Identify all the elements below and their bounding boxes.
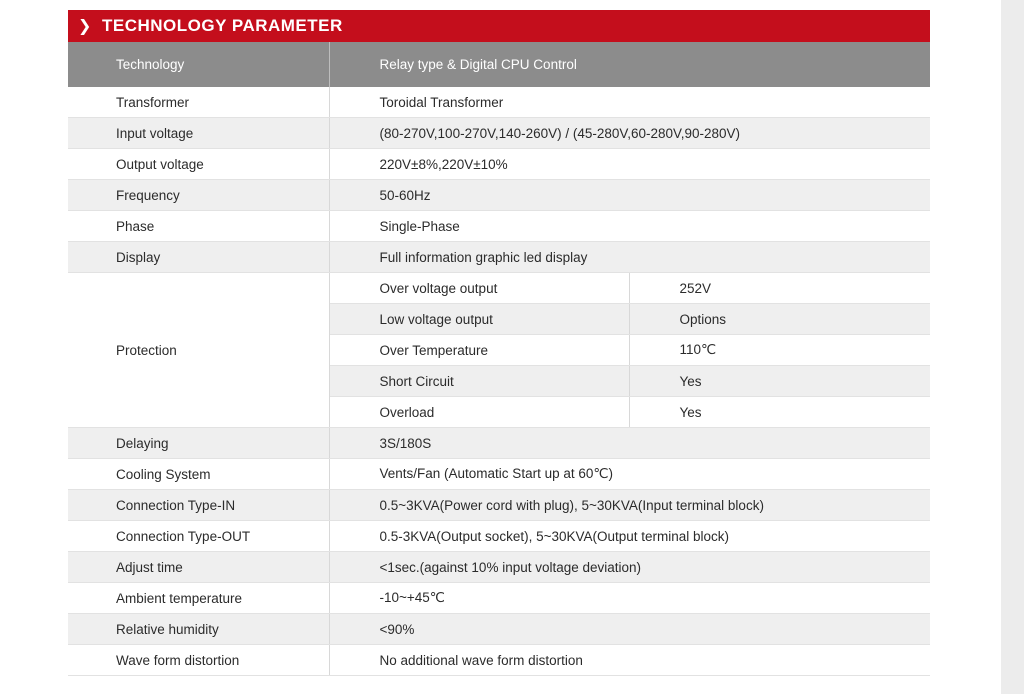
protection-item-value: Options — [629, 304, 930, 335]
row-key: Phase — [68, 211, 329, 242]
row-key: Transformer — [68, 87, 329, 118]
row-value: Single-Phase — [329, 211, 930, 242]
table-row — [68, 87, 930, 118]
row-value: Full information graphic led display — [329, 242, 930, 273]
row-value: (80-270V,100-270V,140-260V) / (45-280V,60-280V,90-280V) — [329, 118, 930, 149]
table-row — [68, 490, 930, 521]
header-value: Relay type & Digital CPU Control — [329, 42, 930, 87]
protection-item-name: Over Temperature — [329, 335, 629, 366]
table-row — [68, 428, 930, 459]
row-key: Output voltage — [68, 149, 329, 180]
row-key: Cooling System — [68, 459, 329, 490]
protection-item-value: Yes — [629, 397, 930, 428]
protection-item-name: Over voltage output — [329, 273, 629, 304]
row-key: Wave form distortion — [68, 645, 329, 676]
table-row — [68, 211, 930, 242]
row-value: 3S/180S — [329, 428, 930, 459]
row-value: 220V±8%,220V±10% — [329, 149, 930, 180]
row-key: Connection Type-OUT — [68, 521, 329, 552]
header-key: Technology — [68, 42, 329, 87]
row-value: 50-60Hz — [329, 180, 930, 211]
table-row — [68, 118, 930, 149]
protection-item-value: Yes — [629, 366, 930, 397]
row-key: Frequency — [68, 180, 329, 211]
protection-item-value: 252V — [629, 273, 930, 304]
row-key: Connection Type-IN — [68, 490, 329, 521]
table-row — [68, 149, 930, 180]
protection-item-name: Short Circuit — [329, 366, 629, 397]
parameter-section — [68, 10, 930, 676]
chevron-right-icon: ❯ — [78, 18, 92, 35]
protection-label: Protection — [68, 273, 329, 428]
protection-item-value: 110℃ — [629, 335, 930, 366]
table-row — [68, 583, 930, 614]
row-value: 0.5~3KVA(Power cord with plug), 5~30KVA(Input terminal block) — [329, 490, 930, 521]
table-row — [68, 645, 930, 676]
section-title-bar — [68, 10, 930, 42]
row-value: 0.5-3KVA(Output socket), 5~30KVA(Output terminal block) — [329, 521, 930, 552]
row-key: Relative humidity — [68, 614, 329, 645]
table-row — [68, 552, 930, 583]
row-key: Delaying — [68, 428, 329, 459]
row-value: <90% — [329, 614, 930, 645]
row-value: -10~+45℃ — [329, 583, 930, 614]
parameter-table — [68, 42, 930, 676]
protection-item-name: Low voltage output — [329, 304, 629, 335]
protection-item-name: Overload — [329, 397, 629, 428]
row-key: Adjust time — [68, 552, 329, 583]
table-row — [68, 521, 930, 552]
row-key: Input voltage — [68, 118, 329, 149]
row-value: <1sec.(against 10% input voltage deviation) — [329, 552, 930, 583]
table-header-row — [68, 42, 930, 87]
section-title: TECHNOLOGY PARAMETER — [102, 16, 343, 35]
row-key: Ambient temperature — [68, 583, 329, 614]
table-row — [68, 242, 930, 273]
protection-row — [68, 273, 930, 304]
row-value: Toroidal Transformer — [329, 87, 930, 118]
table-row — [68, 180, 930, 211]
row-key: Display — [68, 242, 329, 273]
table-row — [68, 614, 930, 645]
table-row — [68, 459, 930, 490]
row-value: Vents/Fan (Automatic Start up at 60℃) — [329, 459, 930, 490]
row-value: No additional wave form distortion — [329, 645, 930, 676]
page-right-gutter — [1001, 0, 1024, 694]
